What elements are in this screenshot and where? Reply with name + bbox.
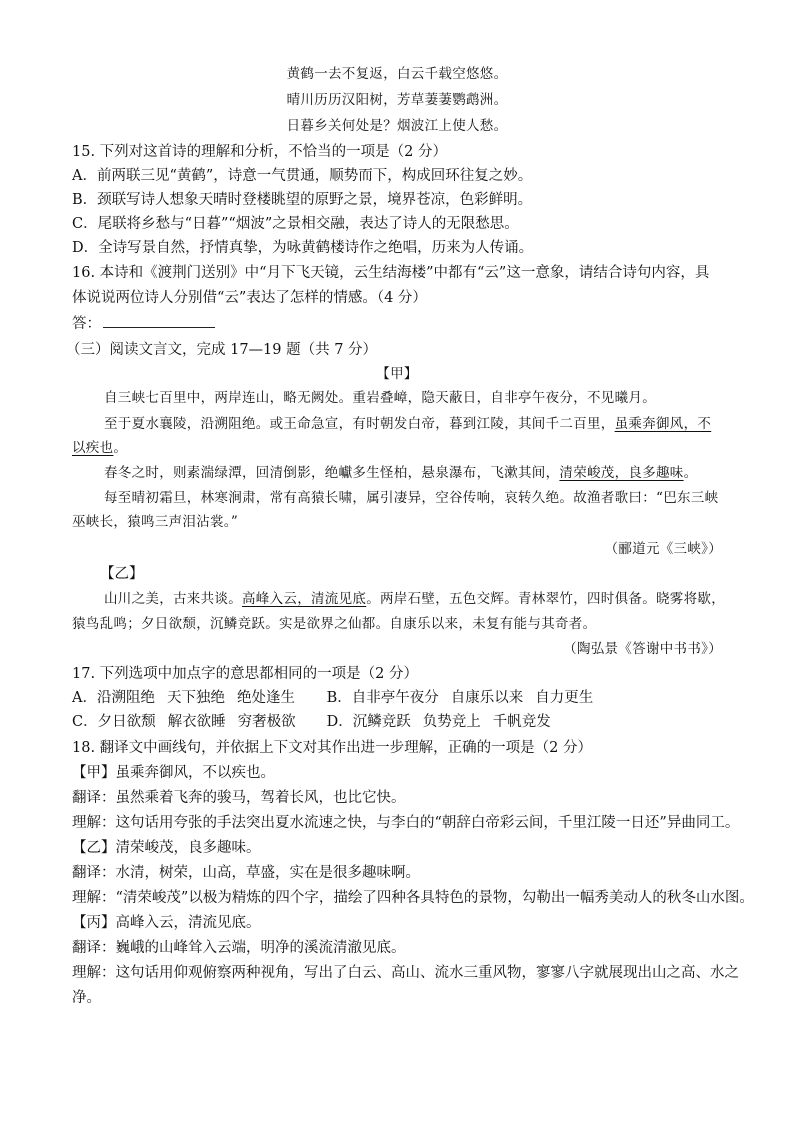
yi-paragraph-line-2: 猿鸟乱鸣；夕日欲颓，沉鳞竞跃。实是欲界之仙都。自康乐以来，未复有能与其奇者。 (72, 616, 597, 632)
q15-option-a: A．前两联三见“黄鹤”，诗意一气贯通，顺势而下，构成回环往复之妙。 (72, 168, 533, 184)
passage-yi-title: 【乙】 (100, 566, 144, 582)
q17-b-phrase-3: 自力更生 (535, 690, 594, 706)
q17-option-b (327, 688, 594, 708)
jia-paragraph-2-line-2 (72, 438, 732, 458)
q18-yi-understanding: 理解：“清荣峻茂”以极为精炼的四个字，描绘了四种各具特色的景物，勾勒出一幅秀美动人的秋冬山水图。 (72, 890, 754, 906)
poem-line-2: 晴川历历汉阳树，芳草萋萋鹦鹉洲。 (286, 92, 508, 108)
q17-option-d (327, 712, 551, 732)
jia-paragraph-4-line-2: 巫峡长，猿鸣三声泪沾裳。” (72, 514, 239, 530)
q17-a-phrase-1: A．沿溯阻绝 (72, 690, 155, 706)
q17-c-phrase-1: C．夕日欲颓 (72, 714, 156, 730)
answer-label: 答： (72, 316, 101, 332)
q18-bing-translation: 翻译：巍峨的山峰耸入云端，明净的溪流清澈见底。 (72, 940, 406, 956)
q16-answer-line (72, 313, 732, 334)
section-3-heading: （三）阅读文言文，完成 17—19 题（共 7 分） (66, 342, 378, 358)
q17-d-phrase-3: 千帆竞发 (492, 714, 551, 730)
q18-jia-understanding: 理解：这句话用夸张的手法突出夏水流速之快，与李白的“朝辞白帝彩云间，千里江陵一日还”异曲同工。 (72, 815, 740, 831)
q16-stem-line-1: 16. 本诗和《渡荆门送别》中“月下飞天镜，云生结海楼”中都有“云”这一意象，请结合诗句内容，具 (72, 265, 710, 281)
jia-source: （郦道元《三峡》） (604, 541, 722, 557)
q15-option-c: C．尾联将乡愁与“日暮”“烟波”之景相交融，表达了诗人的无限愁思。 (72, 216, 519, 232)
q16-stem-line-2: 体说说两位诗人分别借“云”表达了怎样的情感。（4 分） (72, 290, 427, 306)
jia-paragraph-3 (104, 463, 764, 483)
q17-row-ab (72, 688, 732, 708)
q17-c-phrase-2: 解衣欲睡 (167, 714, 226, 730)
q17-d-phrase-2: 负势竞上 (422, 714, 481, 730)
q18-bing-understanding-line-1: 理解：这句话用仰观俯察两种视角，写出了白云、高山、流水三重风物，寥寥八字就展现出山之高、水之 (72, 965, 739, 981)
yi-text-b: 。两岸石壁，五色交辉。青林翠竹，四时俱备。晓雾将歇， (366, 591, 726, 607)
q17-row-cd (72, 712, 732, 732)
q17-a-phrase-2: 天下独绝 (166, 690, 225, 706)
jia-p3-underlined: 清荣峻茂，良多趣味 (559, 465, 684, 481)
q17-option-a (72, 688, 322, 708)
q17-c-phrase-3: 穷奢极欲 (237, 714, 296, 730)
q15-option-b: B．颈联写诗人想象天晴时登楼眺望的原野之景，境界苍凉，色彩鲜明。 (72, 192, 533, 208)
q18-bing-understanding-line-2: 净。 (72, 990, 101, 1006)
passage-jia-title: 【甲】 (376, 366, 418, 382)
yi-text-a: 山川之美，古来共谈。 (104, 591, 242, 607)
jia-p2-underlined-cont: 以疾也 (72, 440, 114, 456)
q17-b-phrase-1: B．自非亭午夜分 (326, 690, 439, 706)
jia-p2-underlined: 虽乘奔御风，不 (614, 416, 712, 432)
jia-p2-end: 。 (113, 440, 128, 456)
q18-jia-translation: 翻译：虽然乘着飞奔的骏马，驾着长风，也比它快。 (72, 790, 406, 806)
q17-d-phrase-1: D．沉鳞竞跃 (326, 714, 411, 730)
q15-option-d: D．全诗写景自然，抒情真挚，为咏黄鹤楼诗作之绝唱，历来为人传诵。 (72, 240, 534, 256)
jia-p2-text: 至于夏水襄陵，沿溯阻绝。或王命急宣，有时朝发白帝，暮到江陵，其间千二百里， (104, 416, 615, 432)
q17-stem: 17. 下列选项中加点字的意思都相同的一项是（2 分） (72, 666, 419, 682)
jia-p3-end: 。 (683, 465, 698, 481)
q18-stem: 18. 翻译文中画线句，并依据上下文对其作出进一步理解，正确的一项是（2 分） (72, 740, 593, 756)
q18-yi-sentence: 【乙】清荣峻茂，良多趣味。 (72, 840, 261, 856)
q15-stem: 15. 下列对这首诗的理解和分析，不恰当的一项是（2 分） (72, 144, 448, 160)
q17-a-phrase-3: 绝处逢生 (236, 690, 295, 706)
yi-underlined: 高峰入云，清流见底 (242, 591, 367, 607)
q17-b-phrase-2: 自康乐以来 (450, 690, 524, 706)
q17-option-c (72, 712, 322, 732)
poem-line-3: 日暮乡关何处是？烟波江上使人愁。 (286, 118, 508, 134)
q18-jia-sentence: 【甲】虽乘奔御风，不以疾也。 (72, 765, 275, 781)
q18-yi-translation: 翻译：水清，树荣，山高，草盛，实在是很多趣味啊。 (72, 865, 420, 881)
jia-paragraph-1: 自三峡七百里中，两岸连山，略无阙处。重岩叠嶂，隐天蔽日，自非亭午夜分，不见曦月。 (104, 390, 656, 406)
jia-paragraph-4-line-1: 每至晴初霜旦，林寒涧肃，常有高猿长啸，属引凄异，空谷传响，哀转久绝。故渔者歌曰：“巴东三峡 (104, 490, 719, 506)
q18-bing-sentence: 【丙】高峰入云，清流见底。 (72, 915, 261, 931)
yi-source: （陶弘景《答谢中书书》） (563, 641, 722, 657)
jia-paragraph-2-line-1 (104, 414, 764, 434)
poem-line-1: 黄鹤一去不复返，白云千载空悠悠。 (286, 66, 508, 82)
yi-paragraph-line-1 (104, 589, 764, 609)
answer-blank[interactable] (103, 313, 215, 328)
jia-p3-text: 春冬之时，则素湍绿潭，回清倒影，绝巘多生怪柏，悬泉瀑布，飞漱其间， (104, 465, 560, 481)
